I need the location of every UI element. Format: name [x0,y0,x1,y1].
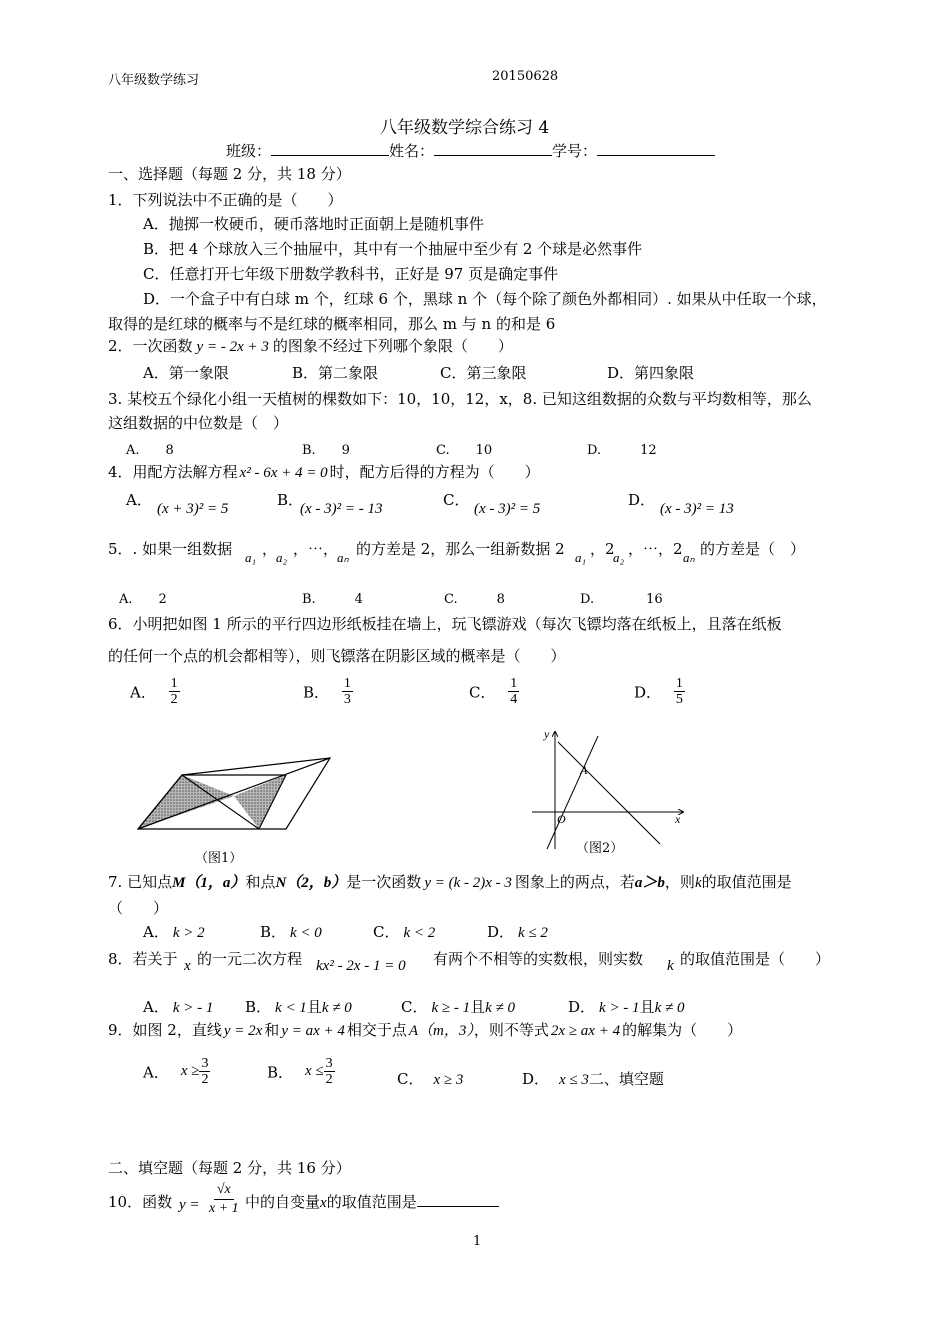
q7-and: 和点 [245,873,276,891]
q9-option-c-label: C． [397,1070,424,1088]
point-a-label: A [580,763,588,777]
q6-option-d-fraction [674,676,685,708]
q5-option-a: A. 2 [119,592,167,607]
q5-option-c: C. 8 [444,592,505,607]
q7-stem-e: 的取值范围是 [701,873,792,891]
q9-option-b [267,1056,335,1088]
q3-option-d: D. 12 [587,443,657,458]
q2-stem-b: 的图象不经过下列哪个象限（ ） [272,337,513,355]
q7-stem-c: 图象上的两点，若 [514,873,635,891]
q9-option-d-value: x ≤ 3 [559,1072,589,1088]
q9-stem-d: 的解集为（ ） [622,1021,743,1039]
q10-stem-a: 10．函数 [108,1193,173,1211]
q8-option-c-value: k ≥ - 1 [431,1000,471,1016]
name-label: 姓名： [389,142,435,160]
info-line [226,140,715,161]
q8-option-d-value: k > - 1 [599,1000,640,1016]
q7-option-b-value: k < 0 [290,925,322,941]
q5-stem-c: ，2 [590,540,615,558]
header-date: 20150628 [492,69,559,84]
q8-stem-c: 有两个不相等的实数根，则实数 [433,950,644,968]
fraction-numerator: 1 [510,676,518,691]
q8-option-c-and: 且 [470,998,486,1016]
q4-equation: x² - 6x + 4 = 0 [239,465,328,481]
q7-stem-d: ，则 [664,873,695,891]
q10-stem-c: 的取值范围是 [326,1193,417,1211]
q8-option-d-and: 且 [639,998,655,1016]
q5-stem-b: 的方差是 2，那么一组新数据 2 [356,540,565,558]
q8-option-c [401,996,515,1017]
q9-stray-heading: 二、填空题 [588,1070,664,1088]
q7-condition: a＞b [634,875,665,891]
q9-line2: y = ax + 4 [281,1023,345,1039]
q9-stem-b: 相交于点 [346,1021,407,1039]
q4-stem [108,461,540,482]
q5-new-a2: a₂ [613,550,625,565]
q7-option-d-label: D． [487,923,515,941]
fraction-numerator: 3 [325,1056,333,1071]
q3-option-b: B. 9 [302,443,350,458]
q3-option-c: C. 10 [436,443,493,458]
q4-stem-b: 时，配方后得的方程为（ ） [329,463,540,481]
q7-stem-b: 是一次函数 [346,873,422,891]
q9-stem-a: 9．如图 2，直线 [108,1021,222,1039]
q9-option-d-label: D． [522,1070,550,1088]
q7-option-a-label: A． [143,923,169,941]
q9-point-a: A（m，3） [408,1023,474,1039]
q7-option-d-value: k ≤ 2 [518,925,548,941]
q9-stem-c: ，则不等式 [473,1021,549,1039]
name-blank[interactable] [434,143,552,156]
q8-option-c-value2: k ≠ 0 [485,1000,516,1016]
figure2-graph [530,724,690,854]
header-left: 八年级数学练习 [108,73,200,88]
q6-option-b-fraction [342,676,353,708]
q7-option-b-label: B． [260,923,287,941]
q9-option-c [397,1068,463,1089]
q7-option-a-value: k > 2 [172,925,205,941]
fraction-numerator: 3 [201,1056,209,1071]
q10-denominator: x + 1 [209,1200,239,1216]
fraction-numerator: 1 [675,676,683,691]
q9-option-a-fraction [199,1056,210,1088]
q10-stem-b: 中的自变量 [245,1193,321,1211]
fraction-denominator: 3 [343,692,351,708]
q9-option-a [143,1056,210,1088]
q6-option-b-label: B． [303,683,330,702]
q4-option-c: (x - 3)² = 5 [474,501,541,517]
q8-option-d [568,996,684,1017]
q10-stem-tail [245,1191,499,1212]
page-number: 1 [473,1234,482,1249]
q5-option-d: D. 16 [580,592,663,607]
figure2-caption: （图2） [576,841,624,856]
q8-option-b-label: B． [245,998,272,1016]
q6-option-c-label: C． [469,683,496,702]
q9-option-a-lhs: x ≥ [180,1063,200,1080]
q8-k: k [667,958,674,974]
q7-stem-a: 7. 已知点 [108,873,173,891]
q10-answer-blank[interactable] [417,1194,499,1207]
q9-inequality: 2x ≥ ax + 4 [550,1023,621,1039]
q4-option-c-label: C． [443,491,470,509]
q8-option-b-value2: k ≠ 0 [321,1000,352,1016]
q5-option-b: B. 4 [302,592,363,607]
q8-option-a-label: A． [143,998,169,1016]
q10-x: x [320,1195,327,1211]
q2-option-c: C．第三象限 [440,364,527,382]
q8-equation: kx² - 2x - 1 = 0 [316,958,406,974]
q3-line2: 这组数据的中位数是（ ） [108,414,289,432]
q1-stem: 1．下列说法中不正确的是（ ） [108,191,343,209]
q3-option-a: A. 8 [126,443,174,458]
q9-option-d [522,1068,664,1089]
q5-an: aₙ [337,550,349,565]
q8-option-d-value2: k ≠ 0 [654,1000,685,1016]
q2-stem [108,335,513,356]
fraction-denominator: 2 [201,1072,209,1088]
q6-option-a-label: A． [130,683,156,702]
q4-option-a-label: A． [126,491,152,509]
x-axis-label: x [675,812,681,826]
q10-fraction [206,1181,242,1217]
fraction-denominator: 4 [510,692,518,708]
q6-line2: 的任何一个点的机会都相等），则飞镖落在阴影区域的概率是（ ） [108,647,566,665]
q6-option-a [130,676,180,708]
shaded-triangle-right [234,775,286,829]
q9-option-a-label: A． [143,1063,169,1082]
q8-option-a [143,996,213,1017]
q8-option-c-label: C． [401,998,428,1016]
fraction-numerator: 1 [343,676,351,691]
q7-option-b [260,921,322,942]
q1-option-d-line1: D．一个盒子中有白球 m 个，红球 6 个，黑球 n 个（每个除了颜色外都相同）. 如果从中任取一个球， [143,290,827,308]
section1-heading: 一、选择题（每题 2 分，共 18 分） [108,165,351,183]
q5-stem-a: 5．. 如果一组数据 [108,540,233,558]
q6-option-d [634,676,685,708]
fraction-denominator: 5 [675,692,683,708]
q9-option-b-fraction [324,1056,335,1088]
line-y-ax-plus-4 [558,742,660,844]
q6-option-c [469,676,519,708]
q8-stem-b: 的一元二次方程 [197,950,303,968]
q9-option-b-lhs: x ≤ [305,1063,324,1080]
y-axis-label: y [544,727,550,741]
q5-stem-e: 的方差是（ ） [700,540,806,558]
q7-stem [108,871,792,892]
q7-paren: （ ） [108,899,169,917]
q7-option-c-label: C． [373,923,400,941]
q6-option-c-fraction [508,676,519,708]
q9-stem [108,1019,742,1040]
q2-stem-a: 2．一次函数 [108,337,193,355]
section2-heading: 二、填空题（每题 2 分，共 16 分） [108,1159,351,1177]
q8-option-b-and: 且 [306,998,322,1016]
q1-option-a: A．抛掷一枚硬币，硬币落地时正面朝上是随机事件 [143,215,484,233]
class-blank[interactable] [271,143,389,156]
q6-option-b [303,676,353,708]
page-title: 八年级数学综合练习 4 [380,118,550,138]
q2-option-a: A．第一象限 [143,364,229,382]
q7-option-d [487,921,548,942]
q5-a2: a₂ [276,550,288,565]
class-label: 班级： [226,142,272,160]
q8-stem-a: 8．若关于 [108,950,178,968]
q7-point-n: N（2，b） [275,875,347,891]
q7-k: k [694,875,702,891]
q6-option-d-label: D． [634,683,662,702]
q8-option-b-value: k < 1 [275,1000,307,1016]
q8-stem-d: 的取值范围是（ ） [680,950,831,968]
fraction-numerator: 1 [170,676,178,691]
q4-option-b: (x - 3)² = - 13 [300,501,383,517]
q6-line1: 6．小明把如图 1 所示的平行四边形纸板挂在墙上，玩飞镖游戏（每次飞镖均落在纸板上，且落在纸板 [108,615,782,633]
q4-option-d-label: D． [628,491,656,509]
figure1-parallelogram [134,754,334,834]
q4-option-d: (x - 3)² = 13 [660,501,734,517]
q5-stem-d: ，⋯，2 [628,540,683,558]
q4-stem-a: 4．用配方法解方程 [108,463,238,481]
id-label: 学号： [552,142,598,160]
fraction-denominator: 2 [325,1072,333,1088]
q1-option-b: B．把 4 个球放入三个抽屉中，其中有一个抽屉中至少有 2 个球是必然事件 [143,240,643,258]
q9-option-b-label: B． [267,1063,294,1082]
origin-label: O [557,812,566,826]
q2-option-d: D．第四象限 [607,364,695,382]
id-blank[interactable] [597,143,715,156]
q7-option-a [143,921,205,942]
q9-and: 和 [264,1021,280,1039]
q2-option-b: B．第二象限 [292,364,379,382]
q2-formula: y = - 2x + 3 [196,339,269,355]
q8-option-d-label: D． [568,998,596,1016]
fraction-denominator: 2 [170,692,178,708]
q5-new-an: aₙ [683,550,695,565]
q5-new-a1: a₁ [575,550,587,565]
q10-numerator: √x [214,1181,234,1200]
q7-option-c-value: k < 2 [403,925,436,941]
q7-point-m: M（1，a） [172,875,246,891]
q6-option-a-fraction [169,676,180,708]
figure1-caption: （图1） [195,851,243,866]
q7-option-c [373,921,435,942]
q5-dots: ，⋯， [293,540,339,558]
q8-option-b [245,996,352,1017]
q5-sep1: ， [262,540,278,558]
q7-formula: y = (k - 2)x - 3 [424,875,512,891]
q4-option-a: (x + 3)² = 5 [157,501,229,517]
q1-option-c: C．任意打开七年级下册数学教科书，正好是 97 页是确定事件 [143,265,559,283]
q8-option-a-value: k > - 1 [172,1000,214,1016]
q10-lhs: y = [179,1197,200,1213]
q9-option-c-value: x ≥ 3 [433,1072,464,1088]
q9-line1: y = 2x [223,1023,263,1039]
q4-option-b-label: B． [277,491,304,509]
q1-option-d-line2: 取得的是红球的概率与不是红球的概率相同，那么 m 与 n 的和是 6 [108,315,556,333]
q5-a1: a₁ [245,550,257,565]
q8-x: x [184,958,191,974]
q3-line1: 3. 某校五个绿化小组一天植树的棵数如下：10，10，12，x，8. 已知这组数据的众数与平均数相等，那么 [108,390,812,408]
